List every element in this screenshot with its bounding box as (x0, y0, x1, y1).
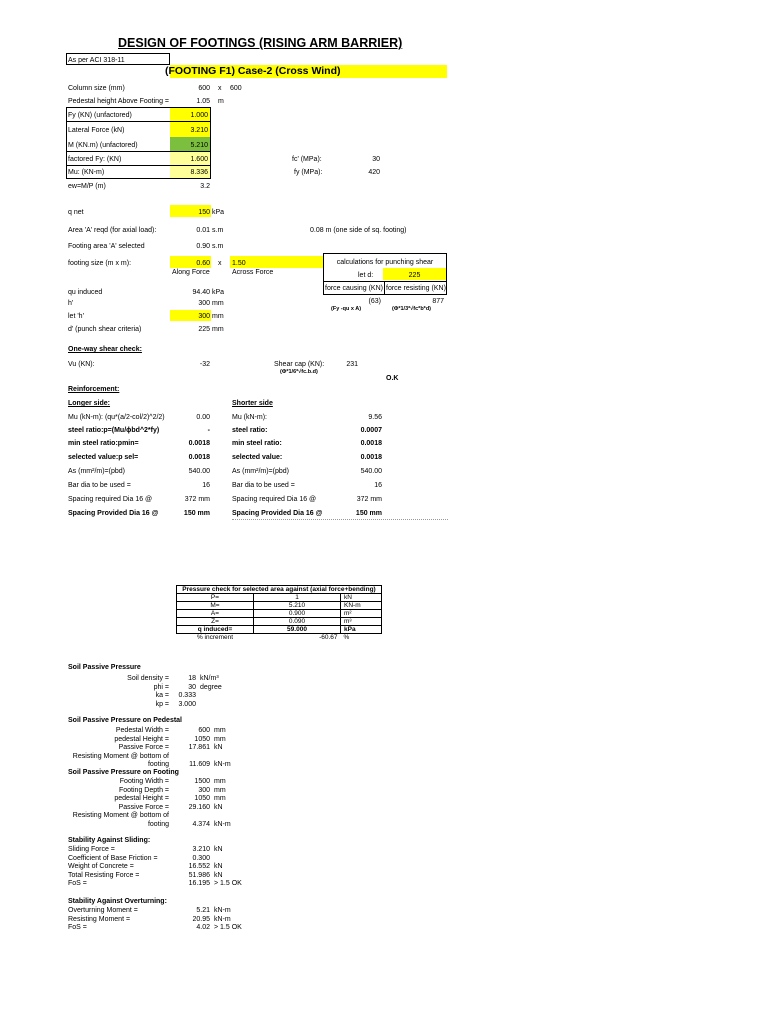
overturn-row-value: 20.95 (192, 915, 210, 923)
shorter-side-value: 16 (374, 482, 382, 489)
m-label: M (KN.m) (unfactored) (68, 142, 138, 149)
qu-label: qu induced (68, 289, 103, 296)
longer-side-value: 0.0018 (188, 454, 210, 461)
fs-b[interactable]: 1.50 (232, 260, 246, 267)
sliding-row-label: Sliding Force = (68, 846, 115, 853)
longer-side-value: 0.0018 (188, 440, 210, 447)
shorter-side-value: 0.0018 (360, 440, 382, 447)
sliding-row-label: Coefficient of Base Friction = (68, 854, 158, 862)
d-value: 225 (198, 326, 210, 333)
foot-row-value: 29.160 (188, 803, 210, 811)
fy2-label: fy (MPa): (294, 169, 323, 176)
m-value[interactable]: 5.210 (190, 142, 208, 149)
pressure-label: A= (177, 610, 254, 618)
reinforcement-divider (232, 519, 448, 520)
pressure-unit: kPa (341, 626, 382, 634)
table-row (177, 618, 382, 626)
longer-side-label: min steel ratio:pmin= (68, 440, 139, 447)
pressure-check-table (176, 585, 382, 641)
ped-row-unit: mm (214, 727, 226, 734)
h-value: 300 (198, 300, 210, 307)
overturn-row-value: 4.02 (196, 924, 210, 931)
column-size-label: Column size (mm) (68, 85, 125, 92)
sliding-row-label: FoS = (68, 880, 87, 887)
along-label: Along Force (172, 269, 210, 276)
pedestal-value: 1.05 (196, 98, 210, 105)
pressure-unit: m² (341, 610, 382, 618)
longer-side-value: - (207, 427, 210, 434)
pressure-heading: Pressure check for selected area against (axial force+bending) (177, 586, 382, 594)
fy2-value: 420 (368, 169, 380, 176)
qu-unit: kPa (212, 289, 225, 296)
ped-row-value: 1050 (194, 735, 210, 743)
table-row (177, 610, 382, 618)
force-causing-formula: (Fy -qu x A) (331, 306, 362, 312)
sliding-row-value: 51.986 (188, 871, 210, 879)
reinforcement-heading: Reinforcement: (68, 386, 120, 393)
longer-side-label: steel ratio:p=(Mu/ϕbd^2*fy) (68, 427, 160, 434)
longer-side-value: 150 mm (183, 510, 210, 517)
ped-row-label: footing (147, 761, 169, 768)
foot-row-label: Passive Force = (118, 803, 169, 811)
across-label: Across Force (232, 269, 274, 276)
force-causing-value: (63) (368, 298, 381, 305)
ped-row-label: Resisting Moment @ bottom of (72, 752, 169, 760)
shorter-side-label: steel ratio: (232, 427, 268, 434)
qnet-label: q net (68, 209, 84, 216)
sliding-row-value: 16.195 (188, 880, 210, 887)
foot-row-label: Resisting Moment @ bottom of (72, 812, 169, 819)
ped-row-unit: kN (214, 744, 223, 751)
sliding-row-unit: > 1.5 OK (214, 880, 242, 887)
shorter-side-heading: Shorter side (232, 400, 273, 407)
passive-row-label: ka = (155, 692, 169, 699)
shorter-side-value: 0.0007 (360, 427, 382, 434)
force-resisting-label: force resisting (KN) (386, 285, 446, 292)
h-label: h' (68, 300, 74, 307)
ped-row-value: 17.861 (188, 744, 210, 751)
passive-row-unit: kN/m³ (200, 675, 219, 682)
pressure-unit: kN (341, 594, 382, 602)
qnet-unit: kPa (212, 209, 225, 216)
pressure-value: 1 (254, 594, 341, 602)
longer-side-heading: Longer side: (68, 400, 111, 407)
increment-label: % increment (196, 634, 234, 641)
vu-value: -32 (199, 361, 210, 368)
h-unit: mm (212, 300, 224, 307)
fy-label: Fy (KN) (unfactored) (68, 112, 132, 119)
passive-row-unit: degree (200, 683, 222, 691)
fy-value[interactable]: 1.000 (190, 112, 208, 119)
table-row (177, 594, 382, 602)
foot-row-value: 300 (198, 786, 210, 794)
area-unit: s.m (212, 227, 224, 234)
pressure-label: q induced= (177, 626, 254, 634)
foot-row-value: 4.374 (192, 820, 210, 828)
vu-label: Vu (KN): (68, 361, 95, 368)
force-causing-label: force causing (KN) (325, 285, 383, 292)
fc-value: 30 (372, 156, 380, 163)
shorter-side-value: 0.0018 (360, 454, 382, 461)
ped-row-label: pedestal Height = (114, 735, 169, 743)
foot-row-label: Footing Width = (119, 778, 169, 785)
longer-side-label: As (mm²/m)=(pbd) (68, 468, 125, 475)
foot-row-label: Footing Depth = (118, 786, 169, 794)
ped-row-value: 600 (198, 727, 210, 734)
increment-value: -60.67 (319, 634, 338, 641)
foot-row-unit: kN (214, 803, 223, 811)
passive-row-value: 0.333 (178, 692, 196, 699)
pressure-unit: m³ (341, 618, 382, 626)
shorter-side-value: 150 mm (355, 510, 382, 517)
fs-x: x (218, 260, 222, 267)
overturn-row-unit: kN-m (214, 915, 231, 923)
fa-unit: s.m (212, 243, 224, 250)
pressure-value: 5.210 (254, 602, 341, 610)
reference-label: As per ACI 318-11 (68, 57, 125, 64)
overturn-heading: Stability Against Overturning: (68, 898, 167, 905)
area-value: 0.01 (196, 227, 210, 234)
area-label: Area 'A' reqd (for axial load): (68, 227, 157, 234)
shorter-side-value: 9.56 (368, 414, 382, 421)
passive-row-label: phi = (153, 683, 169, 691)
cap-formula: (Φ*1/6*√fc.b.d) (280, 369, 318, 375)
longer-side-label: Mu (kN-m): (qu*(a/2-col/2)^2/2) (68, 414, 165, 421)
cap-label: Shear cap (KN): (274, 361, 325, 368)
sliding-row-unit: kN (214, 846, 223, 853)
column-size-x: x (218, 85, 222, 92)
longer-side-label: Bar dia to be used = (68, 482, 131, 489)
pedestal-label: Pedestal height Above Footing = (68, 98, 169, 105)
shorter-side-label: Spacing Provided Dia 16 @ (232, 510, 323, 517)
sliding-row-value: 16.552 (188, 863, 210, 870)
force-resisting-value: 877 (432, 298, 444, 305)
longer-side-value: 540.00 (188, 468, 210, 475)
foot-row-value: 1500 (194, 778, 210, 785)
pressure-value: 0.090 (254, 618, 341, 626)
qnet-value[interactable]: 150 (198, 209, 210, 216)
ew-label: ew=M/P (m) (68, 183, 106, 190)
passive-row-label: Soil density = (127, 675, 169, 682)
column-size-b: 600 (230, 85, 242, 92)
passive-row-value: 3.000 (178, 700, 196, 708)
lateral-label: Lateral Force (kN) (68, 127, 125, 134)
longer-side-label: Spacing Provided Dia 16 @ (68, 510, 159, 517)
ew-value: 3.2 (200, 183, 210, 190)
passive-heading: Soil Passive Pressure (68, 664, 141, 671)
pressure-value: 59.000 (254, 626, 341, 634)
shorter-side-label: Mu (kN-m): (232, 414, 267, 421)
leth-value[interactable]: 300 (198, 313, 210, 320)
longer-side-value: 16 (202, 482, 210, 489)
overturn-row-value: 5.21 (196, 907, 210, 914)
column-size-a: 600 (198, 85, 210, 92)
letd-label: let d: (358, 272, 374, 279)
shorter-side-label: min steel ratio: (232, 440, 282, 447)
qu-value: 94.40 (192, 289, 210, 296)
ped-heading: Soil Passive Pressure on Pedestal (68, 717, 183, 724)
shorter-side-value: 540.00 (360, 468, 382, 475)
sliding-row-label: Total Resisting Force = (68, 871, 140, 879)
oneway-ok: O.K (386, 375, 399, 382)
sliding-row-unit: kN (214, 871, 223, 879)
factored-label: factored Fy: (KN) (68, 156, 122, 163)
sliding-row-value: 3.210 (192, 846, 210, 853)
mu-label: Mu: (KN-m) (68, 169, 105, 176)
sliding-row-unit: kN (214, 863, 223, 870)
pedestal-unit: m (218, 98, 224, 105)
increment-unit: % (343, 634, 350, 641)
passive-row-value: 30 (188, 683, 196, 691)
side-note: 0.08 m (one side of sq. footing) (310, 227, 407, 234)
shorter-side-label: As (mm²/m)=(pbd) (232, 468, 289, 475)
foot-heading: Soil Passive Pressure on Footing (68, 769, 179, 776)
d-label: d' (punch shear criteria) (68, 326, 142, 333)
overturn-row-label: Resisting Moment = (68, 915, 131, 923)
shorter-side-label: Spacing required Dia 16 @ (232, 496, 317, 503)
pressure-unit: KN-m (341, 602, 382, 610)
shorter-side-label: Bar dia to be used = (232, 482, 295, 489)
longer-side-value: 372 mm (184, 496, 210, 503)
cap-value: 231 (346, 361, 358, 368)
shorter-side-label: selected value: (232, 454, 283, 461)
foot-row-unit: mm (214, 786, 226, 794)
passive-row-label: kp = (155, 700, 169, 708)
overturn-row-unit: > 1.5 OK (214, 924, 242, 931)
foot-row-unit: kN-m (214, 820, 231, 828)
ped-row-unit: mm (214, 735, 226, 743)
foot-row-label: footing (147, 820, 169, 828)
punching-heading: calculations for punching shear (336, 259, 434, 266)
ped-row-value: 11.609 (189, 761, 210, 768)
table-row (177, 626, 382, 634)
pressure-label: Z= (177, 618, 254, 626)
page-title: DESIGN OF FOOTINGS (RISING ARM BARRIER) (118, 36, 403, 50)
table-row (177, 602, 382, 610)
force-resisting-formula: (Φ*1/3*√fc*b*d) (392, 306, 432, 312)
longer-side-label: Spacing required Dia 16 @ (68, 496, 153, 503)
foot-row-label: pedestal Height = (114, 795, 169, 802)
ped-row-label: Passive Force = (118, 744, 169, 751)
mu-value: 8.336 (190, 169, 208, 176)
passive-row-value: 18 (188, 675, 196, 682)
foot-row-value: 1050 (194, 795, 210, 802)
letd-value[interactable]: 225 (408, 272, 421, 279)
d-unit: mm (212, 326, 224, 333)
ped-row-unit: kN-m (214, 761, 231, 768)
oneway-heading: One-way shear check: (68, 346, 142, 353)
shorter-side-value: 372 mm (356, 496, 382, 503)
fc-label: fc' (MPa): (292, 156, 322, 163)
sliding-heading: Stability Against Sliding: (68, 837, 151, 844)
sliding-row-label: Weight of Concrete = (68, 863, 134, 870)
fs-a[interactable]: 0.60 (196, 260, 210, 267)
foot-row-unit: mm (214, 778, 226, 785)
lateral-value[interactable]: 3.210 (190, 127, 208, 134)
foot-row-unit: mm (214, 795, 226, 802)
leth-unit: mm (212, 313, 224, 320)
ped-row-label: Pedestal Width = (115, 727, 169, 734)
fa-label: Footing area 'A' selected (68, 243, 145, 250)
pressure-label: P= (177, 594, 254, 602)
overturn-row-label: Overturning Moment = (68, 907, 138, 914)
fs-label: footing size (m x m): (68, 260, 132, 267)
subtitle: (FOOTING F1) Case-2 (Cross Wind) (165, 65, 341, 77)
longer-side-label: selected value:p sel= (68, 454, 139, 461)
fa-value: 0.90 (196, 243, 210, 250)
leth-label: let 'h' (68, 313, 84, 320)
factored-value: 1.600 (190, 156, 208, 163)
longer-side-value: 0.00 (196, 414, 210, 421)
sliding-row-value: 0.300 (192, 854, 210, 862)
pressure-value: 0.900 (254, 610, 341, 618)
pressure-label: M= (177, 602, 254, 610)
overturn-row-unit: kN-m (214, 907, 231, 914)
overturn-row-label: FoS = (68, 924, 87, 931)
